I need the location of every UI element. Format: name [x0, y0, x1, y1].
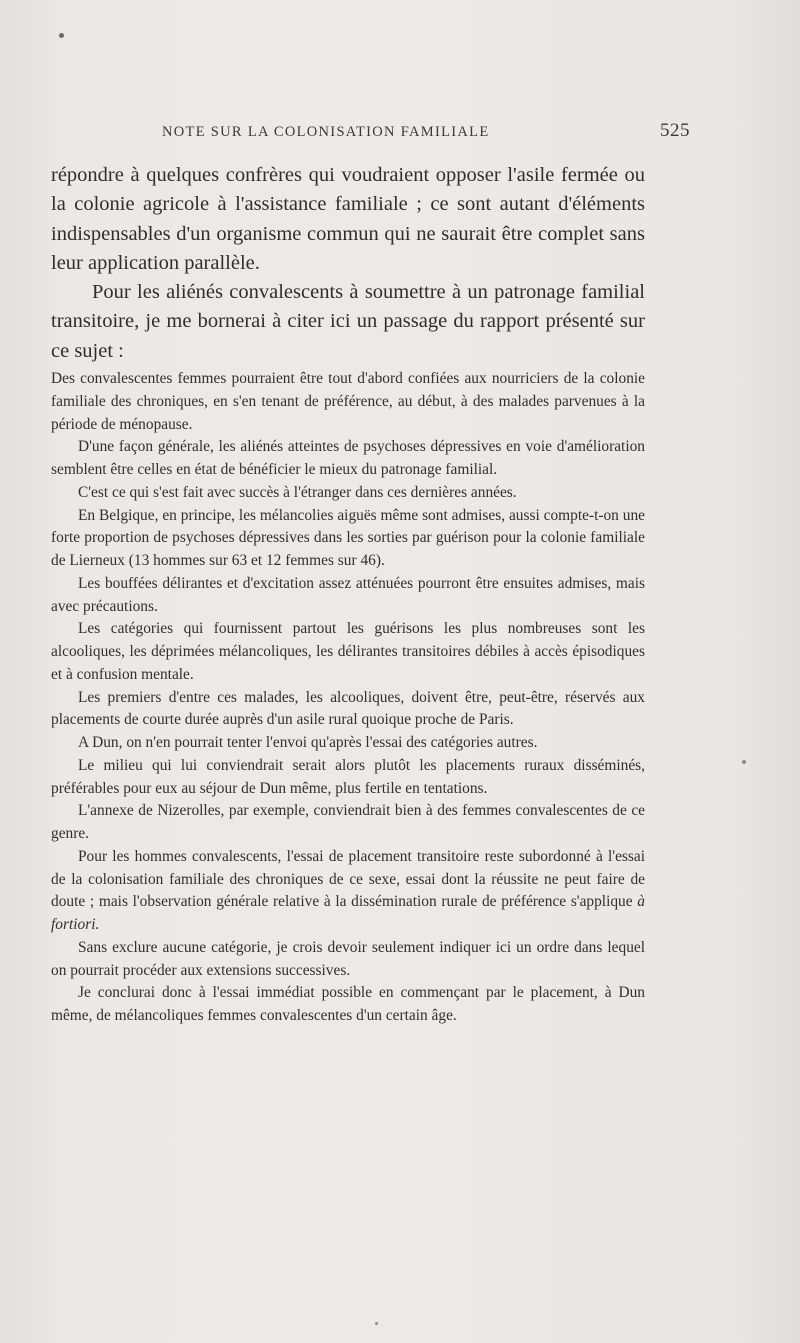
quoted-paragraph: Je conclurai donc à l'essai immédiat possible en commençant par le placement, à Dun même, de mélancoliques femmes convalescentes d'un certain âge.	[51, 984, 645, 1024]
quoted-paragraph: L'annexe de Nizerolles, par exemple, conviendrait bien à des femmes convalescentes de ce genre.	[51, 802, 645, 842]
intro-paragraph: Pour les aliénés convalescents à soumettre à un patronage familial transitoire, je me bornerai à citer ici un passage du rapport présenté sur ce sujet :	[51, 281, 645, 362]
quoted-paragraph: A Dun, on n'en pourrait tenter l'envoi qu'après l'essai des catégories autres.	[78, 734, 538, 751]
intro-text	[51, 161, 645, 366]
quoted-paragraph: En Belgique, en principe, les mélancolies aiguës même sont admises, aussi compte-t-on une forte proportion de psychoses dépressives dans les sorties par guérison pour la colonie familiale de Lierneux (13 hommes sur 63 et 12 femmes sur 46).	[51, 506, 645, 569]
quoted-paragraph: Les bouffées délirantes et d'excitation assez atténuées pourront être ensuites admises, mais avec précautions.	[51, 574, 645, 615]
quoted-paragraph: D'une façon générale, les aliénés atteintes de psychoses dépressives en voie d'amélioration semblent être celles en état de bénéficier le mieux du patronage familial.	[51, 438, 645, 478]
page-number: 525	[660, 120, 690, 141]
paper-speck	[375, 1322, 378, 1325]
quoted-report	[51, 368, 645, 1028]
running-head	[60, 120, 690, 144]
paper-speck	[59, 33, 64, 38]
quoted-paragraph	[51, 846, 645, 937]
paragraph-text: Pour les hommes convalescents, l'essai de placement transitoire reste subordonné à l'essai de la colonisation familiale des chroniques de ce sexe, essai dont la réussite ne peut faire de doute ; mais l'observation générale relative à la dissémination rurale de préférence s'applique	[51, 847, 645, 911]
quoted-paragraph: Des convalescentes femmes pourraient être tout d'abord confiées aux nourriciers de la colonie familiale des chroniques, en s'en tenant de préférence, au début, à des malades parvenues à la période de ménopause.	[51, 370, 645, 433]
paper-speck	[742, 760, 746, 764]
running-title: NOTE SUR LA COLONISATION FAMILIALE	[162, 124, 490, 140]
quoted-paragraph: Sans exclure aucune catégorie, je crois devoir seulement indiquer ici un ordre dans lequel on pourrait procéder aux extensions successives.	[51, 938, 645, 979]
intro-paragraph: répondre à quelques confrères qui voudraient opposer l'asile fermée ou la colonie agricole à l'assistance familiale ; ce sont autant d'éléments indispensables d'un organisme commun qui ne saurait être complet sans leur application parallèle.	[51, 164, 645, 274]
quoted-paragraph: Les catégories qui fournissent partout les guérisons les plus nombreuses sont les alcooliques, les déprimées mélancoliques, les délirantes transitoires débiles à accès épisodiques et à confusion mentale.	[51, 620, 645, 683]
quoted-paragraph: Le milieu qui lui conviendrait serait alors plutôt les placements ruraux disséminés, préférables pour eux au séjour de Dun même, plus fertile en tentations.	[51, 756, 645, 797]
italic-phrase: à fortiori.	[51, 893, 645, 933]
quoted-paragraph: C'est ce qui s'est fait avec succès à l'étranger dans ces dernières années.	[78, 483, 517, 501]
quoted-paragraph: Les premiers d'entre ces malades, les alcooliques, doivent être, peut-être, réservés aux placements de courte durée auprès d'un asile rural quoique proche de Paris.	[51, 688, 645, 729]
